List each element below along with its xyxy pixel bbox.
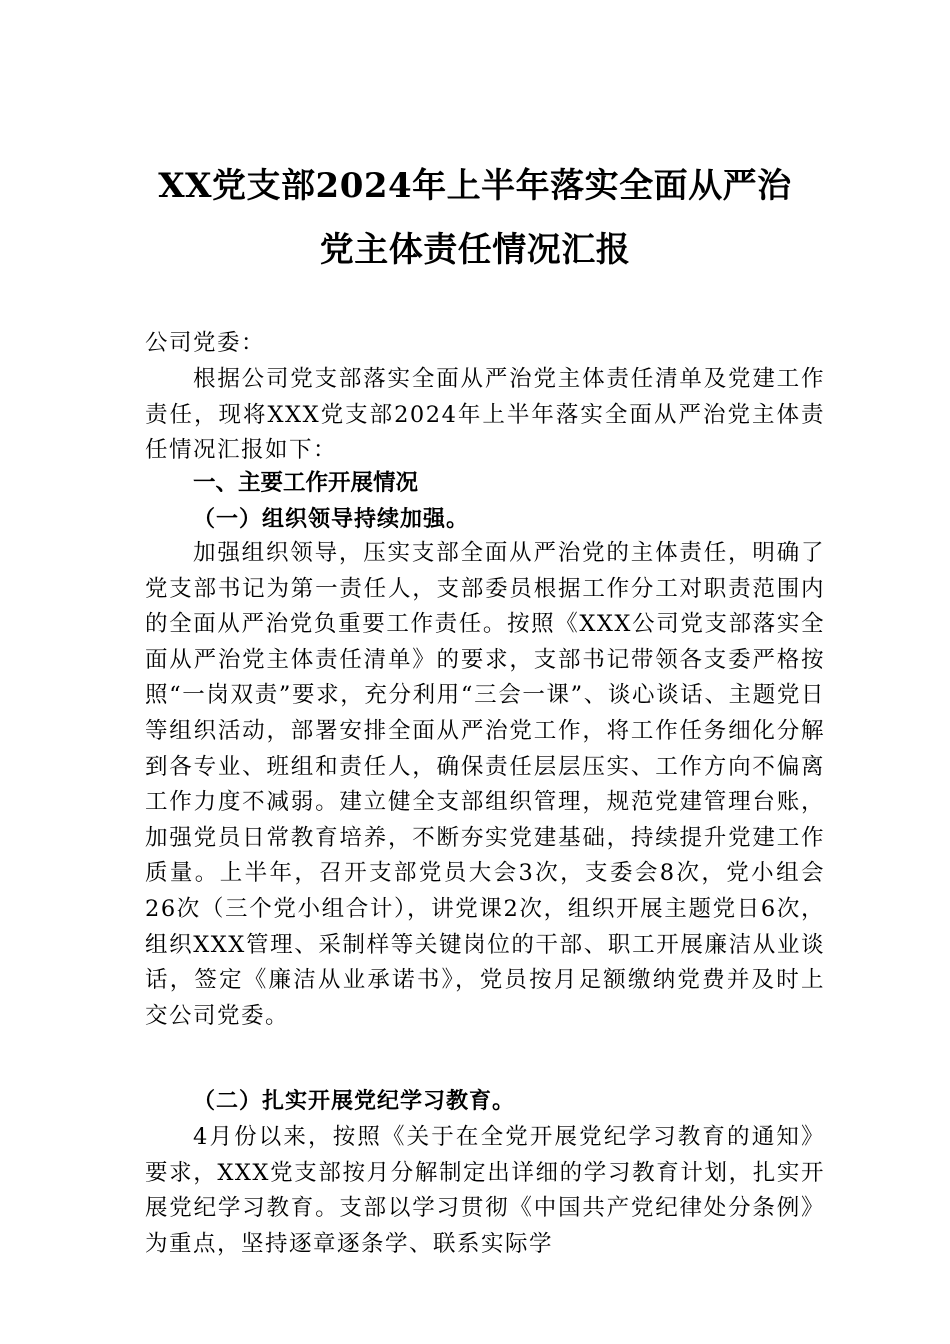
subsection-body-1: 加强组织领导，压实支部全面从严治党的主体责任，明确了党支部书记为第一责任人，支部委员根据工作分工对职责范围内的全面从严治党负重要工作责任。按照《XXX公司党支部落实全面从严治党主体责任清单》的要求，支部书记带领各支委严格按照“一岗双责”要求，充分利用“三会一课”、谈心谈话、主题党日等组织活动，部署安排全面从严治党工作，将工作任务细化分解到各专业、班组和责任人，确保责任层层压实、工作方向不偏离工作力度不减弱。建立健全支部组织管理，规范党建管理台账，加强党员日常教育培养，不断夯实党建基础，持续提升党建工作质量。上半年，召开支部党员大会3次，支委会8次，党小组会26次（三个党小组合计），讲党课2次，组织开展主题党日6次，组织XXX管理、采制样等关键岗位的干部、职工开展廉洁从业谈话，签定《廉洁从业承诺书》，党员按月足额缴纳党费并及时上交公司党委。: [145, 540, 825, 1029]
section-heading: 一、主要工作开展情况: [193, 470, 419, 496]
subsection-heading-2: （二）扎实开展党纪学习教育。: [193, 1088, 516, 1114]
document-title-line-2: 党主体责任情况汇报: [319, 230, 631, 270]
document-title-line-1: XX党支部2024年上半年落实全面从严治: [158, 166, 792, 206]
intro-paragraph: 根据公司党支部落实全面从严治党主体责任清单及党建工作责任，现将XXX党支部2024年上半年落实全面从严治党主体责任情况汇报如下：: [145, 366, 825, 464]
salutation: 公司党委：: [145, 330, 266, 356]
subsection-body-2: 4月份以来，按照《关于在全党开展党纪学习教育的通知》要求，XXX党支部按月分解制定出详细的学习教育计划，扎实开展党纪学习教育。支部以学习贯彻《中国共产党纪律处分条例》为重点，坚持逐章逐条学、联系实际学: [145, 1124, 825, 1257]
subsection-heading-1: （一）组织领导持续加强。: [193, 506, 470, 532]
